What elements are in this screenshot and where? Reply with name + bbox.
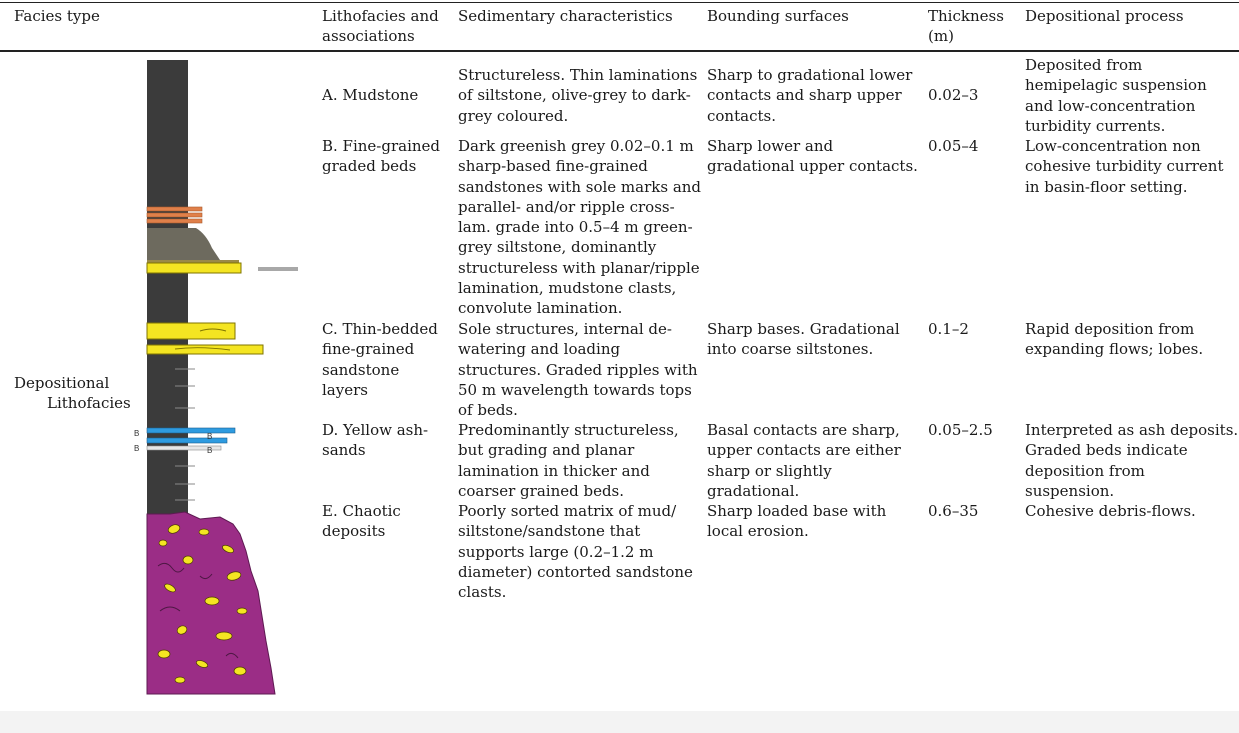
log-sandstone-clast <box>216 632 232 640</box>
log-bed-label: B <box>207 446 213 455</box>
cell-line: parallel- and/or ripple cross- <box>458 197 675 216</box>
cell-line: watering and loading <box>458 340 621 359</box>
row-d-process <box>1025 420 1238 501</box>
log-sandstone-clast <box>158 650 170 658</box>
log-orange-bed <box>147 219 202 223</box>
cell-line: Sole structures, internal de- <box>458 320 672 338</box>
cell-line: E. Chaotic <box>322 502 401 520</box>
cell-line: Graded beds indicate <box>1025 441 1188 460</box>
cell-line: sharp-based fine-grained <box>458 157 648 176</box>
row-d-sedimentary <box>458 420 679 501</box>
log-sandstone-clast <box>205 597 219 605</box>
cell-line: siltstone/sandstone that <box>458 522 641 541</box>
row-a-thickness <box>928 85 978 105</box>
row-a-sedimentary <box>458 65 697 126</box>
cell-line: expanding flows; lobes. <box>1025 340 1204 359</box>
cell-line: local erosion. <box>707 522 809 541</box>
cell-line: deposits <box>322 522 386 541</box>
cell-line: contacts. <box>707 106 776 125</box>
cell-line: Poorly sorted matrix of mud/ <box>458 502 677 520</box>
row-b-process <box>1025 136 1223 197</box>
row-b-bounding <box>707 136 918 177</box>
cell-line: fine-grained <box>322 340 415 359</box>
row-a-process <box>1025 55 1207 136</box>
log-sandstone-clast <box>159 540 167 546</box>
facies-type-line: Lithofacies <box>47 394 131 413</box>
cell-line: cohesive turbidity current <box>1025 157 1224 176</box>
cell-line: 0.05–2.5 <box>928 421 993 439</box>
table-top-rule <box>0 2 1239 3</box>
log-bed-label: B <box>134 444 140 453</box>
cell-line: structures. Graded ripples with <box>458 360 698 379</box>
cell-line: C. Thin-bedded <box>322 320 438 338</box>
cell-line: Deposited from <box>1025 56 1143 74</box>
row-e-bounding <box>707 501 886 542</box>
log-graded-bed <box>147 228 220 260</box>
header-lithofacies <box>322 6 439 47</box>
cell-line: turbidity currents. <box>1025 116 1166 135</box>
row-a-bounding <box>707 65 912 126</box>
cell-line: 0.05–4 <box>928 137 979 155</box>
row-b-lithofacies <box>322 136 440 177</box>
header-thickness <box>928 6 1004 47</box>
facies-type-label <box>14 373 131 414</box>
row-d-thickness <box>928 420 993 440</box>
log-sandstone-clast <box>237 608 247 614</box>
header-sedimentary: Sedimentary characteristics <box>458 7 673 25</box>
cell-line: supports large (0.2–1.2 m <box>458 542 654 561</box>
cell-line: Sharp lower and <box>707 137 834 155</box>
header-process: Depositional process <box>1025 7 1184 25</box>
cell-line: Predominantly structureless, <box>458 421 679 439</box>
cell-line: Structureless. Thin laminations <box>458 66 698 84</box>
facies-type-line: Depositional <box>14 374 110 392</box>
cell-line: coarser grained beds. <box>458 481 625 500</box>
row-c-thickness <box>928 319 969 339</box>
cell-line: contacts and sharp upper <box>707 86 902 105</box>
row-e-process <box>1025 501 1196 521</box>
log-bed-label: B <box>207 432 213 441</box>
cell-line: 0.02–3 <box>928 86 979 104</box>
table-header-rule <box>0 50 1239 52</box>
cell-line: of siltstone, olive-grey to dark- <box>458 86 691 105</box>
log-yellow-sandstone-bed <box>147 263 241 273</box>
row-c-process <box>1025 319 1203 360</box>
cell-line: convolute lamination. <box>458 299 623 318</box>
row-c-lithofacies <box>322 319 438 400</box>
row-d-lithofacies <box>322 420 428 461</box>
cell-line: but grading and planar <box>458 441 635 460</box>
cell-line: graded beds <box>322 157 417 176</box>
header-bounding: Bounding surfaces <box>707 7 849 25</box>
row-a-lithofacies <box>322 85 418 105</box>
log-sandstone-clast <box>199 529 209 535</box>
cell-line: diameter) contorted sandstone <box>458 562 693 581</box>
log-grey-marker <box>258 267 298 271</box>
cell-line: lamination in thicker and <box>458 461 650 480</box>
cell-line: structureless with planar/ripple <box>458 258 700 277</box>
cell-line: 50 m wavelength towards tops <box>458 380 692 399</box>
log-thin-bedded-sandstone <box>147 345 263 354</box>
cell-line: Sharp to gradational lower <box>707 66 913 84</box>
cell-line: sharp or slightly <box>707 461 832 480</box>
cell-line: into coarse siltstones. <box>707 340 874 359</box>
page-bottom-band <box>0 711 1239 733</box>
log-orange-bed <box>147 207 202 211</box>
cell-line: gradational upper contacts. <box>707 157 918 176</box>
row-e-sedimentary <box>458 501 693 602</box>
cell-line: B. Fine-grained <box>322 137 441 155</box>
log-thin-bedded-sandstone <box>147 323 235 339</box>
log-sandstone-clast <box>175 677 185 683</box>
cell-line: Interpreted as ash deposits. <box>1025 421 1239 439</box>
cell-line: layers <box>322 380 368 399</box>
cell-line: sandstones with sole marks and <box>458 177 702 196</box>
cell-line: Sharp loaded base with <box>707 502 887 520</box>
cell-line: suspension. <box>1025 481 1115 500</box>
cell-line: lamination, mudstone clasts, <box>458 279 677 298</box>
cell-line: gradational. <box>707 481 800 500</box>
cell-line: hemipelagic suspension <box>1025 76 1207 95</box>
cell-line: Rapid deposition from <box>1025 320 1195 338</box>
cell-line: sandstone <box>322 360 400 379</box>
log-sandstone-clast <box>183 556 193 564</box>
cell-line: D. Yellow ash- <box>322 421 429 439</box>
header-facies-type: Facies type <box>14 7 100 25</box>
header-lithofacies-line: associations <box>322 27 415 46</box>
row-d-bounding <box>707 420 901 501</box>
cell-line: 0.6–35 <box>928 502 979 520</box>
cell-line: A. Mudstone <box>322 86 419 104</box>
row-c-sedimentary <box>458 319 698 420</box>
cell-line: deposition from <box>1025 461 1145 480</box>
cell-line: in basin-floor setting. <box>1025 177 1188 196</box>
cell-line: Low-concentration non <box>1025 137 1201 155</box>
cell-line: Dark greenish grey 0.02–0.1 m <box>458 137 694 155</box>
cell-line: of beds. <box>458 401 518 420</box>
row-c-bounding <box>707 319 900 360</box>
cell-line: and low-concentration <box>1025 96 1196 115</box>
log-orange-bed <box>147 213 202 217</box>
log-ash-sand-bed <box>147 428 235 433</box>
log-ash-sand-bed <box>147 438 227 443</box>
row-e-thickness <box>928 501 978 521</box>
cell-line: 0.1–2 <box>928 320 969 338</box>
cell-line: lam. grade into 0.5–4 m green- <box>458 218 693 237</box>
cell-line: sands <box>322 441 366 460</box>
header-thickness-line: (m) <box>928 27 954 46</box>
cell-line: Sharp bases. Gradational <box>707 320 900 338</box>
row-b-sedimentary <box>458 136 701 319</box>
cell-line: upper contacts are either <box>707 441 901 460</box>
cell-line: Cohesive debris-flows. <box>1025 502 1196 520</box>
header-thickness-line: Thickness <box>928 7 1004 25</box>
header-lithofacies-line: Lithofacies and <box>322 7 439 25</box>
sedimentary-log-figure <box>130 56 300 698</box>
log-bed-label: B <box>134 429 140 438</box>
row-e-lithofacies <box>322 501 401 542</box>
cell-line: clasts. <box>458 583 507 602</box>
cell-line: Basal contacts are sharp, <box>707 421 900 439</box>
row-b-thickness <box>928 136 978 156</box>
cell-line: grey siltstone, dominantly <box>458 238 657 257</box>
cell-line: grey coloured. <box>458 106 569 125</box>
log-sandstone-clast <box>234 667 246 675</box>
